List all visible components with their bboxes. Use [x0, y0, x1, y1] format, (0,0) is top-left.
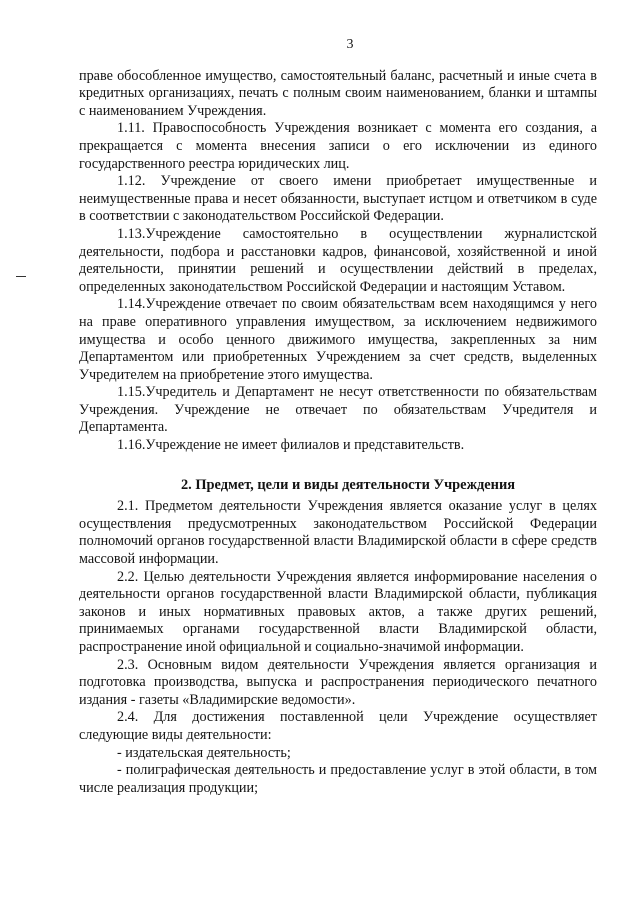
paragraph-2-3: 2.3. Основным видом деятельности Учреждения является организация и подготовка производства, выпуска и распространения периодического печатного издания - газеты «Владимирские ведомости». — [79, 656, 597, 708]
section-2-heading: 2. Предмет, цели и виды деятельности Учреждения — [180, 476, 516, 493]
paragraph-2-1: 2.1. Предметом деятельности Учреждения является оказание услуг в целях осуществления предусмотренных законодательством Российской Федерации полномочий органов государственной власти Владимирской области в сфере средств массовой информации. — [79, 498, 597, 568]
paragraph-1-11: 1.11. Правоспособность Учреждения возникает с момента его создания, а прекращается с момента внесения записи о его исключении из единого государственного реестра юридических лиц. — [79, 120, 597, 172]
paragraph-1-12: 1.12. Учреждение от своего имени приобретает имущественные и неимущественные права и несет обязанности, выступает истцом и ответчиком в суде в соответствии с законодательством Российской Федерации. — [79, 173, 597, 225]
paragraph-2-4: 2.4. Для достижения поставленной цели Учреждение осуществляет следующие виды деятельности: — [79, 709, 597, 743]
paragraph-1-13: 1.13.Учреждение самостоятельно в осуществлении журналистской деятельности, подбора и расстановки кадров, финансовой, хозяйственной и иной деятельности, принятии решений и осуществлении действий в пределах, определенных законодательством Российской Федерации и настоящим Уставом. — [79, 225, 597, 295]
paragraph-1-15: 1.15.Учредитель и Департамент не несут ответственности по обязательствам Учреждения. Учреждение не отвечает по обязательствам Учредителя и Департамента. — [79, 384, 597, 436]
paragraph-2-2: 2.2. Целью деятельности Учреждения является информирование населения о деятельности органов государственной власти Владимирской области, публикация законов и иных нормативных правовых актов, а также других решений, принимаемых органами государственной власти Владимирской области, распространение иной официальной и социально-значимой информации. — [79, 568, 597, 655]
paragraph-1-14: 1.14.Учреждение отвечает по своим обязательствам всем находящимся у него на праве оперативного управления имуществом, за исключением недвижимого имущества и особо ценного движимого имущества, закрепленных за ним Департаментом или приобретенных Учреждением за счет средств, выделенных Учредителем на приобретение этого имущества. — [79, 296, 597, 383]
list-item: - издательская деятельность; — [117, 744, 291, 761]
margin-mark — [16, 276, 26, 277]
paragraph-1-16: 1.16.Учреждение не имеет филиалов и представительств. — [117, 437, 465, 454]
document-page — [79, 36, 597, 797]
list-item: - полиграфическая деятельность и предоставление услуг в этой области, в том числе реализация продукции; — [79, 762, 597, 796]
page-number: 3 — [346, 37, 354, 52]
paragraph-1-10-continuation: праве обособленное имущество, самостоятельный баланс, расчетный и иные счета в кредитных организациях, печать с полным своим наименованием, бланки и штампы с наименованием Учреждения. — [79, 67, 597, 119]
